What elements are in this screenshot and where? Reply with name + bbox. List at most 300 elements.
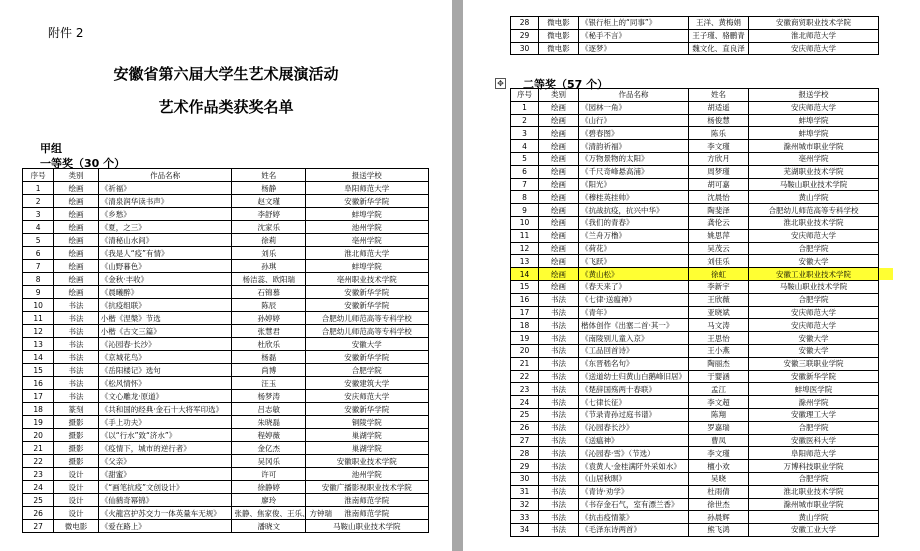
row-end-mark [428,507,441,520]
table-row [23,442,442,455]
table-cell: 设计 [54,494,99,507]
table-cell: 《爱在路上》 [98,520,232,533]
table-row [511,140,893,153]
table-cell: 绘画 [539,165,579,178]
row-end-mark [428,377,441,390]
table-cell: 《银行柜上的“同事”》 [579,17,689,30]
table-cell: 摄影 [54,416,99,429]
table-cell: 11 [511,229,539,242]
table-cell: 《黄山松》 [579,268,689,281]
table-row [23,273,442,286]
table-cell: 潘晓文 [232,520,306,533]
table-cell: 杨磊 [232,351,306,364]
table-header-cell: 序号 [511,89,539,102]
table-cell: 2 [23,195,54,208]
table-cell: 李新宇 [689,280,749,293]
table-cell: 绘画 [54,221,99,234]
table-cell: 淮南师范学院 [306,507,429,520]
row-end-mark [879,216,893,229]
table-row [23,286,442,299]
table-row [23,221,442,234]
table-cell: 滁州城市职业学院 [749,498,879,511]
table-cell: 《万物景物的太阳》 [579,152,689,165]
table-cell: 李文瑾 [689,447,749,460]
table-cell: 书法 [54,312,99,325]
table-cell: 5 [23,234,54,247]
table-cell: 朱晓磊 [232,416,306,429]
table-cell: 芜湖职业技术学院 [749,165,879,178]
row-end-mark [428,299,441,312]
table-cell: 合肥幼儿师范高等专科学校 [749,204,879,217]
table-cell: 淮北师范大学 [306,247,429,260]
row-end-mark [879,152,893,165]
table-cell: 杜雨倩 [689,485,749,498]
table-cell: 池州学院 [306,221,429,234]
table-row [511,498,893,511]
table-cell: 马文涛 [689,319,749,332]
row-end-mark [879,268,893,281]
table-cell: 《文心雕龙·原道》 [98,390,232,403]
row-end-mark [879,293,893,306]
row-end-mark [879,511,893,524]
table-header-cell: 姓名 [689,89,749,102]
table-cell: 书法 [539,408,579,421]
table-cell: 安徽大学 [749,255,879,268]
table-cell: 书法 [539,344,579,357]
row-end-mark [879,434,893,447]
table-row [511,191,893,204]
table-cell: 蚌埠学院 [749,114,879,127]
table-cell: 《沁园春·雪》（节选） [579,447,689,460]
table-cell: 《清秘山水间》 [98,234,232,247]
table-cell: 绘画 [54,273,99,286]
row-end-mark [879,408,893,421]
table-cell: 26 [23,507,54,520]
table-cell: 徐静婷 [232,481,306,494]
table-cell: 《“画笔抗疫”文创设计》 [98,481,232,494]
table-cell: 蚌埠医学院 [749,383,879,396]
document-page-right [463,0,920,551]
table-cell: 3 [23,208,54,221]
table-row [511,434,893,447]
table-cell: 《春天来了》 [579,280,689,293]
table-row [511,344,893,357]
table-cell: 《沁园春·长沙》 [98,338,232,351]
table-cell: 书法 [539,396,579,409]
table-cell: 合肥学院 [749,293,879,306]
table-cell: 书法 [54,364,99,377]
table-cell: 20 [23,429,54,442]
table-row [511,101,893,114]
table-header-cell: 序号 [23,169,54,182]
table-cell: 书法 [539,332,579,345]
row-end-mark [879,165,893,178]
row-end-mark [879,524,893,537]
table-cell: 万博科技职业学院 [749,460,879,473]
table-cell: 7 [23,260,54,273]
table-cell: 杜欣乐 [232,338,306,351]
table-cell: 安徽新华学院 [306,286,429,299]
table-cell: 《青年》 [579,306,689,319]
table-cell: 29 [511,460,539,473]
table-cell: 赵文瑾 [232,195,306,208]
table-cell: 设计 [54,481,99,494]
table-cell: 小楷《古文三篇》 [98,325,232,338]
table-cell: 绘画 [54,182,99,195]
table-cell: 28 [511,17,539,30]
table-cell: 书法 [54,299,99,312]
table-cell: 《送瘟神》 [579,434,689,447]
row-end-mark [428,182,441,195]
table-cell: 《秘手不言》 [579,29,689,42]
table-cell: 《乡愁》 [98,208,232,221]
table-cell: 安徽职业技术学院 [306,455,429,468]
table-cell: 绘画 [54,286,99,299]
table-cell: 《夏，之三》 [98,221,232,234]
row-end-mark [879,498,893,511]
row-end-mark [879,460,893,473]
table-cell: 合肥幼儿师范高等专科学校 [306,325,429,338]
table-row [511,511,893,524]
table-cell: 书法 [539,524,579,537]
row-end-mark [879,306,893,319]
table-cell: 微电影 [539,17,579,30]
table-row [511,447,893,460]
row-end-mark [428,169,441,182]
table-row [511,319,893,332]
table-cell: 9 [23,286,54,299]
table-cell: 安徽广播影视职业技术学院 [306,481,429,494]
table-cell: 31 [511,485,539,498]
row-end-mark [428,260,441,273]
table-cell: 合肥学院 [749,242,879,255]
table-row [23,325,442,338]
table-cell: 《穆桂英挂帅》 [579,191,689,204]
table-row [511,332,893,345]
table-cell: 29 [511,29,539,42]
table-cell: 《七律长征》 [579,396,689,409]
table-cell: 15 [23,364,54,377]
table-row [23,520,442,533]
table-cell: 合肥学院 [749,472,879,485]
table-cell: 许可 [232,468,306,481]
table-cell: 6 [511,165,539,178]
first-prize-table [22,168,442,533]
table-cell: 蚌埠学院 [749,127,879,140]
table-cell: 孙婷婷 [232,312,306,325]
table-cell: 《毛泽东诗两首》 [579,524,689,537]
table-cell: 书法 [539,485,579,498]
table-cell: 33 [511,511,539,524]
table-row [511,29,893,42]
table-header-cell: 类别 [54,169,99,182]
table-cell: 亳州学院 [306,234,429,247]
table-cell: 设计 [54,507,99,520]
row-end-mark [428,247,441,260]
row-end-mark [879,370,893,383]
table-header-cell: 姓名 [232,169,306,182]
table-cell: 28 [511,447,539,460]
table-cell: 2 [511,114,539,127]
table-cell: 书法 [539,511,579,524]
table-cell: 吴晓 [689,472,749,485]
row-end-mark [879,127,893,140]
table-row [511,306,893,319]
row-end-mark [428,403,441,416]
table-cell: 《我是人“疫”有情》 [98,247,232,260]
row-end-mark [428,390,441,403]
table-cell: 绘画 [54,260,99,273]
table-cell: 绘画 [539,216,579,229]
table-cell: 微电影 [539,29,579,42]
row-end-mark [879,485,893,498]
row-end-mark [879,357,893,370]
row-end-mark [879,29,893,42]
table-cell: 张静、焦家俊、王乐、方钟瑞 [232,507,306,520]
table-cell: 孙琪 [232,260,306,273]
table-cell: 20 [511,344,539,357]
table-cell: 微电影 [539,42,579,55]
table-cell: 马鞍山职业技术学院 [749,280,879,293]
table-cell: 32 [511,498,539,511]
table-cell: 檀小欢 [689,460,749,473]
table-cell: 24 [511,396,539,409]
table-cell: 沈家乐 [232,221,306,234]
row-end-mark [428,520,441,533]
page-divider [452,0,463,551]
table-cell: 淮北职业技术学院 [749,485,879,498]
row-end-mark [428,208,441,221]
row-end-mark [428,286,441,299]
table-cell: 绘画 [54,208,99,221]
table-cell: 《疫情下，城市的逆行者》 [98,442,232,455]
table-cell: 书法 [539,472,579,485]
table-cell: 10 [23,299,54,312]
table-cell: 《我们的青春》 [579,216,689,229]
table-cell: 熊飞鸿 [689,524,749,537]
table-cell: 张慧君 [232,325,306,338]
row-end-mark [879,191,893,204]
table-cell: 34 [511,524,539,537]
row-end-mark [428,364,441,377]
document-page-left [0,0,452,551]
table-cell: 安徽新华学院 [749,370,879,383]
table-row [511,370,893,383]
table-cell: 书法 [54,325,99,338]
table-cell: 金亿杰 [232,442,306,455]
table-cell: 《抗击疫情篆》 [579,511,689,524]
table-cell: 16 [511,293,539,306]
table-row [511,229,893,242]
table-cell: 合肥学院 [749,421,879,434]
table-cell: 《南陵别儿童入京》 [579,332,689,345]
table-cell: 微电影 [54,520,99,533]
row-end-mark [428,468,441,481]
table-cell: 巢湖学院 [306,429,429,442]
row-end-mark [879,114,893,127]
first-prize-heading: 一等奖（30 个） [40,157,126,170]
table-cell: 廖玲 [232,494,306,507]
table-cell: 《甜蜜》 [98,468,232,481]
table-cell: 22 [23,455,54,468]
row-end-mark [879,17,893,30]
table-cell: 方欣月 [689,152,749,165]
table-row [511,204,893,217]
table-cell: 《岳阳楼记》选句 [98,364,232,377]
table-cell: 《工品回首诗》 [579,344,689,357]
table-cell: 《青诗·劝学》 [579,485,689,498]
table-cell: 杨静 [232,182,306,195]
table-row [511,485,893,498]
table-row [23,234,442,247]
table-cell: 安徽三联职业学院 [749,357,879,370]
table-cell: 安庆师范大学 [749,101,879,114]
table-cell: 陈乐 [689,127,749,140]
table-cell: 书法 [54,338,99,351]
table-cell: 23 [23,468,54,481]
table-cell: 24 [23,481,54,494]
table-cell: 《松风情怀》 [98,377,232,390]
table-cell: 摄影 [54,442,99,455]
table-cell: 刘乐 [232,247,306,260]
table-cell: 摄影 [54,429,99,442]
row-end-mark [879,242,893,255]
table-cell: 设计 [54,468,99,481]
table-row [23,208,442,221]
table-cell: 蚌埠学院 [306,260,429,273]
row-end-mark [428,481,441,494]
table-cell: 绘画 [54,247,99,260]
row-end-mark [879,42,893,55]
row-end-mark [879,204,893,217]
row-end-mark [879,447,893,460]
table-cell: 杨俊慧 [689,114,749,127]
table-cell: 《楚辞国殇两十春联》 [579,383,689,396]
table-row [23,351,442,364]
row-end-mark [428,338,441,351]
table-header-cell: 作品名称 [579,89,689,102]
table-cell: 绘画 [539,127,579,140]
table-cell: 绘画 [539,114,579,127]
table-cell: 23 [511,383,539,396]
row-end-mark [428,494,441,507]
table-cell: 《山野暮色》 [98,260,232,273]
table-cell: 安徽理工大学 [749,408,879,421]
table-cell: 《山居秋暝》 [579,472,689,485]
table-cell: 《兰舟万橹》 [579,229,689,242]
first-prize-table-continued [510,16,893,55]
table-cell: 《送道幼士归黄山白鹅峰旧居》 [579,370,689,383]
table-row [23,390,442,403]
table-cell: 5 [511,152,539,165]
table-cell: 淮北师范大学 [749,29,879,42]
table-row [511,293,893,306]
table-cell: 安庆师范大学 [306,390,429,403]
table-row [511,357,893,370]
table-cell: 27 [511,434,539,447]
table-cell: 孙晨辉 [689,511,749,524]
table-cell: 绘画 [539,268,579,281]
table-cell: 王思怡 [689,332,749,345]
table-cell: 《节录青孙过庭书谱》 [579,408,689,421]
row-end-mark [428,273,441,286]
table-row [23,416,442,429]
table-cell: 陈翔 [689,408,749,421]
table-cell: 19 [23,416,54,429]
table-cell: 杨梦涛 [232,390,306,403]
table-cell: 安庆师范大学 [749,229,879,242]
table-cell: 摄影 [54,455,99,468]
table-row [511,165,893,178]
table-cell: 12 [23,325,54,338]
table-cell: 《阳光》 [579,178,689,191]
table-cell: 书法 [54,377,99,390]
table-cell: 安徽新华学院 [306,351,429,364]
table-cell: 安徽新华学院 [306,195,429,208]
table-header-cell: 报送学校 [306,169,429,182]
row-end-mark [879,101,893,114]
table-move-handle-icon[interactable]: ✥ [495,78,506,89]
table-row [23,377,442,390]
row-end-mark [879,396,893,409]
table-cell: 王小燕 [689,344,749,357]
table-cell: 《手上功夫》 [98,416,232,429]
table-row [23,468,442,481]
table-cell: 《逐梦》 [579,42,689,55]
table-row [511,42,893,55]
table-row [511,242,893,255]
table-cell: 于婴涵 [689,370,749,383]
table-cell: 6 [23,247,54,260]
table-cell: 亳州学院 [749,152,879,165]
row-end-mark [428,221,441,234]
table-cell: 姚思萍 [689,229,749,242]
table-row [511,472,893,485]
table-row [511,396,893,409]
table-cell: 绘画 [539,255,579,268]
table-cell: 《袁黄人·金桂满阡外采如水》 [579,460,689,473]
table-cell: 25 [23,494,54,507]
row-end-mark [428,351,441,364]
table-cell: 阜阳师范大学 [749,447,879,460]
table-cell: 《金秋·丰收》 [98,273,232,286]
table-row [23,455,442,468]
table-cell: 《以“行水”致“济水”》 [98,429,232,442]
row-end-mark [879,472,893,485]
table-row [23,494,442,507]
table-cell: 滁州城市职业学院 [749,140,879,153]
table-cell: 书法 [539,306,579,319]
table-cell: 26 [511,421,539,434]
table-header-row [511,89,893,102]
table-cell: 30 [511,472,539,485]
table-cell: 《京城花鸟》 [98,351,232,364]
table-cell: 书法 [539,460,579,473]
table-header-cell: 报送学校 [749,89,879,102]
table-row [23,260,442,273]
table-cell: 王欣薇 [689,293,749,306]
table-cell: 篆刻 [54,403,99,416]
table-row [511,280,893,293]
group-label: 甲组 [40,142,62,155]
table-cell: 徐世杰 [689,498,749,511]
table-cell: 李文超 [689,396,749,409]
table-row [511,524,893,537]
row-end-mark [879,178,893,191]
table-cell: 书法 [539,293,579,306]
table-cell: 12 [511,242,539,255]
table-cell: 《火龍宫护苏交力一体英量车无规》 [98,507,232,520]
